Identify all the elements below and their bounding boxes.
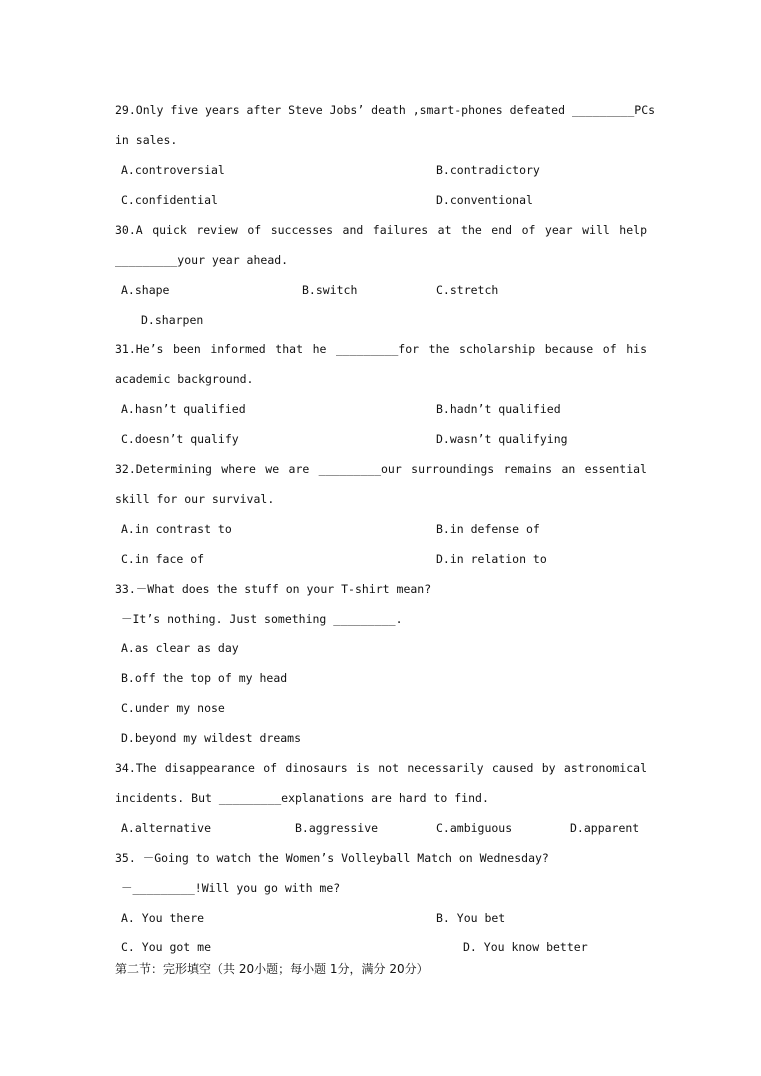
question-34-option-b: B.aggressive	[295, 821, 379, 835]
question-29-option-b: B.contradictory	[436, 163, 540, 177]
question-32-stem-line2: skill for our survival.	[115, 492, 275, 506]
question-30-stem-line2: _________your year ahead.	[115, 253, 289, 267]
question-35-option-d: D. You know better	[463, 940, 588, 954]
question-35-option-c: C. You got me	[121, 940, 212, 954]
question-32-option-c: C.in face of	[121, 552, 205, 566]
question-34-option-d: D.apparent	[570, 821, 640, 835]
question-34-stem-line1: 34.The disappearance of dinosaurs is not necessarily caused by astronomical	[115, 761, 647, 775]
question-33-option-d: D.beyond my wildest dreams	[121, 731, 302, 745]
section-heading: 第二节：完形填空（共 20小题；每小题 1分，满分 20分）	[115, 962, 429, 976]
question-33-option-a: A.as clear as day	[121, 641, 239, 655]
question-33-stem-line2: －It’s nothing. Just something _________.	[121, 612, 403, 626]
question-35-option-b: B. You bet	[436, 911, 506, 925]
question-31-option-b: B.hadn’t qualified	[436, 402, 561, 416]
question-33-option-c: C.under my nose	[121, 701, 225, 715]
question-34-option-a: A.alternative	[121, 821, 212, 835]
question-31-option-a: A.hasn’t qualified	[121, 402, 246, 416]
question-31-stem-line1: 31.He’s been informed that he _________for the scholarship because of his	[115, 342, 647, 356]
question-33-option-b: B.off the top of my head	[121, 671, 288, 685]
question-32-option-b: B.in defense of	[436, 522, 540, 536]
question-31-stem-line2: academic background.	[115, 372, 254, 386]
question-34-stem-line2: incidents. But _________explanations are hard to find.	[115, 791, 489, 805]
question-29-option-c: C.confidential	[121, 193, 218, 207]
question-32-option-a: A.in contrast to	[121, 522, 232, 536]
question-33-stem-line1: 33.－What does the stuff on your T-shirt mean?	[115, 582, 432, 596]
question-35-option-a: A. You there	[121, 911, 205, 925]
question-35-stem-line1: 35. －Going to watch the Women’s Volleyball Match on Wednesday?	[115, 851, 549, 865]
question-35-stem-line2: －_________!Will you go with me?	[121, 881, 341, 895]
question-34-option-c: C.ambiguous	[436, 821, 513, 835]
question-30-option-d: D.sharpen	[141, 313, 204, 327]
question-31-option-d: D.wasn’t qualifying	[436, 432, 568, 446]
question-32-option-d: D.in relation to	[436, 552, 547, 566]
question-29-option-d: D.conventional	[436, 193, 533, 207]
question-30-stem-line1: 30.A quick review of successes and failures at the end of year will help	[115, 223, 647, 237]
question-32-stem-line1: 32.Determining where we are _________our surroundings remains an essential	[115, 462, 647, 476]
question-29-stem-line2: in sales.	[115, 133, 178, 147]
question-29-option-a: A.controversial	[121, 163, 225, 177]
question-31-option-c: C.doesn’t qualify	[121, 432, 239, 446]
question-30-option-a: A.shape	[121, 283, 170, 297]
question-30-option-b: B.switch	[302, 283, 358, 297]
question-29-stem-line1: 29.Only five years after Steve Jobs’ death ,smart-phones defeated _________PCs	[115, 103, 656, 117]
question-30-option-c: C.stretch	[436, 283, 499, 297]
